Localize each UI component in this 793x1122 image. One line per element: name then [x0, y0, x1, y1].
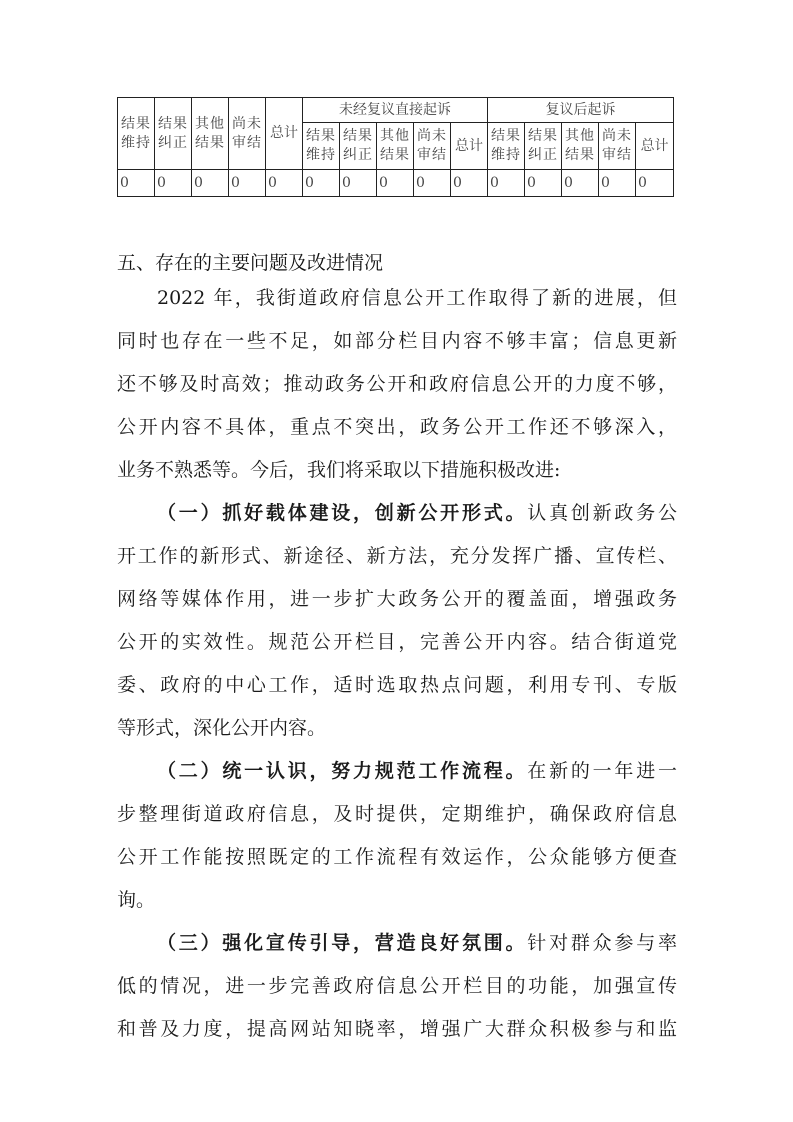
item-title: （二）统一认识，努力规范工作流程。: [157, 760, 528, 782]
value-cell: 0: [118, 170, 155, 197]
header-cell: 尚未审结: [599, 123, 636, 170]
header-cell: 结果纠正: [340, 123, 377, 170]
group-header-after-review: 复议后起诉: [488, 98, 674, 123]
paragraph-line: 同时也存在一些不足，如部分栏目内容不够丰富；信息更新: [117, 330, 677, 352]
paragraph-line: 2022 年，我街道政府信息公开工作取得了新的进展，但: [157, 287, 677, 309]
administrative-litigation-table: [117, 97, 674, 197]
value-cell: 0: [636, 170, 674, 197]
header-cell: 总计: [636, 123, 674, 170]
item-text: 针对群众参与率: [527, 932, 677, 954]
header-cell: 尚未审结: [229, 98, 266, 170]
value-cell: 0: [155, 170, 192, 197]
value-cell: 0: [488, 170, 525, 197]
header-cell: 结果维持: [118, 98, 155, 170]
header-cell: 总计: [451, 123, 488, 170]
group-header-direct: 未经复议直接起诉: [303, 98, 488, 123]
value-cell: 0: [414, 170, 451, 197]
table-header-row-1: [118, 98, 674, 123]
paragraph-line: 网络等媒体作用，进一步扩大政务公开的覆盖面，增强政务: [117, 588, 677, 610]
item-first-line: [157, 758, 677, 784]
paragraph-line: 低的情况，进一步完善政府信息公开栏目的功能，加强宣传: [117, 975, 677, 997]
paragraph-line: 委、政府的中心工作，适时选取热点问题，利用专刊、专版: [117, 674, 677, 696]
paragraph-line: 和普及力度，提高网站知晓率，增强广大群众积极参与和监: [117, 1018, 677, 1040]
value-cell: 0: [266, 170, 303, 197]
paragraph-line: 公开内容不具体，重点不突出，政务公开工作还不够深入，: [117, 416, 677, 438]
paragraph-line: 还不够及时高效；推动政务公开和政府信息公开的力度不够，: [117, 373, 677, 395]
header-cell: 其他结果: [377, 123, 414, 170]
item-text: 在新的一年进一: [527, 760, 677, 782]
paragraph-line: 业务不熟悉等。今后，我们将采取以下措施积极改进:: [117, 459, 561, 481]
section-heading: 五、存在的主要问题及改进情况: [117, 252, 384, 274]
paragraph-line: 公开工作能按照既定的工作流程有效运作，公众能够方便查: [117, 846, 677, 868]
table-row: [118, 170, 674, 197]
value-cell: 0: [229, 170, 266, 197]
header-cell: 结果维持: [303, 123, 340, 170]
value-cell: 0: [451, 170, 488, 197]
header-cell: 结果维持: [488, 123, 525, 170]
header-cell: 总计: [266, 98, 303, 170]
header-cell: 尚未审结: [414, 123, 451, 170]
value-cell: 0: [303, 170, 340, 197]
paragraph-line: 询。: [117, 889, 156, 911]
paragraph-line: 开工作的新形式、新途径、新方法，充分发挥广播、宣传栏、: [117, 545, 677, 567]
value-cell: 0: [340, 170, 377, 197]
header-cell: 结果纠正: [525, 123, 562, 170]
paragraph-line: 等形式，深化公开内容。: [117, 717, 327, 739]
header-cell: 结果纠正: [155, 98, 192, 170]
item-first-line: [157, 500, 677, 526]
header-cell: 其他结果: [562, 123, 599, 170]
value-cell: 0: [562, 170, 599, 197]
item-text: 认真创新政务公: [527, 502, 677, 524]
value-cell: 0: [377, 170, 414, 197]
header-cell: 其他结果: [192, 98, 229, 170]
value-cell: 0: [525, 170, 562, 197]
item-title: （三）强化宣传引导，营造良好氛围。: [157, 932, 528, 954]
value-cell: 0: [599, 170, 636, 197]
paragraph-line: 公开的实效性。规范公开栏目，完善公开内容。结合街道党: [117, 631, 677, 653]
paragraph-line: 步整理街道政府信息，及时提供，定期维护，确保政府信息: [117, 803, 677, 825]
item-title: （一）抓好载体建设，创新公开形式。: [157, 502, 528, 524]
item-first-line: [157, 930, 677, 956]
value-cell: 0: [192, 170, 229, 197]
